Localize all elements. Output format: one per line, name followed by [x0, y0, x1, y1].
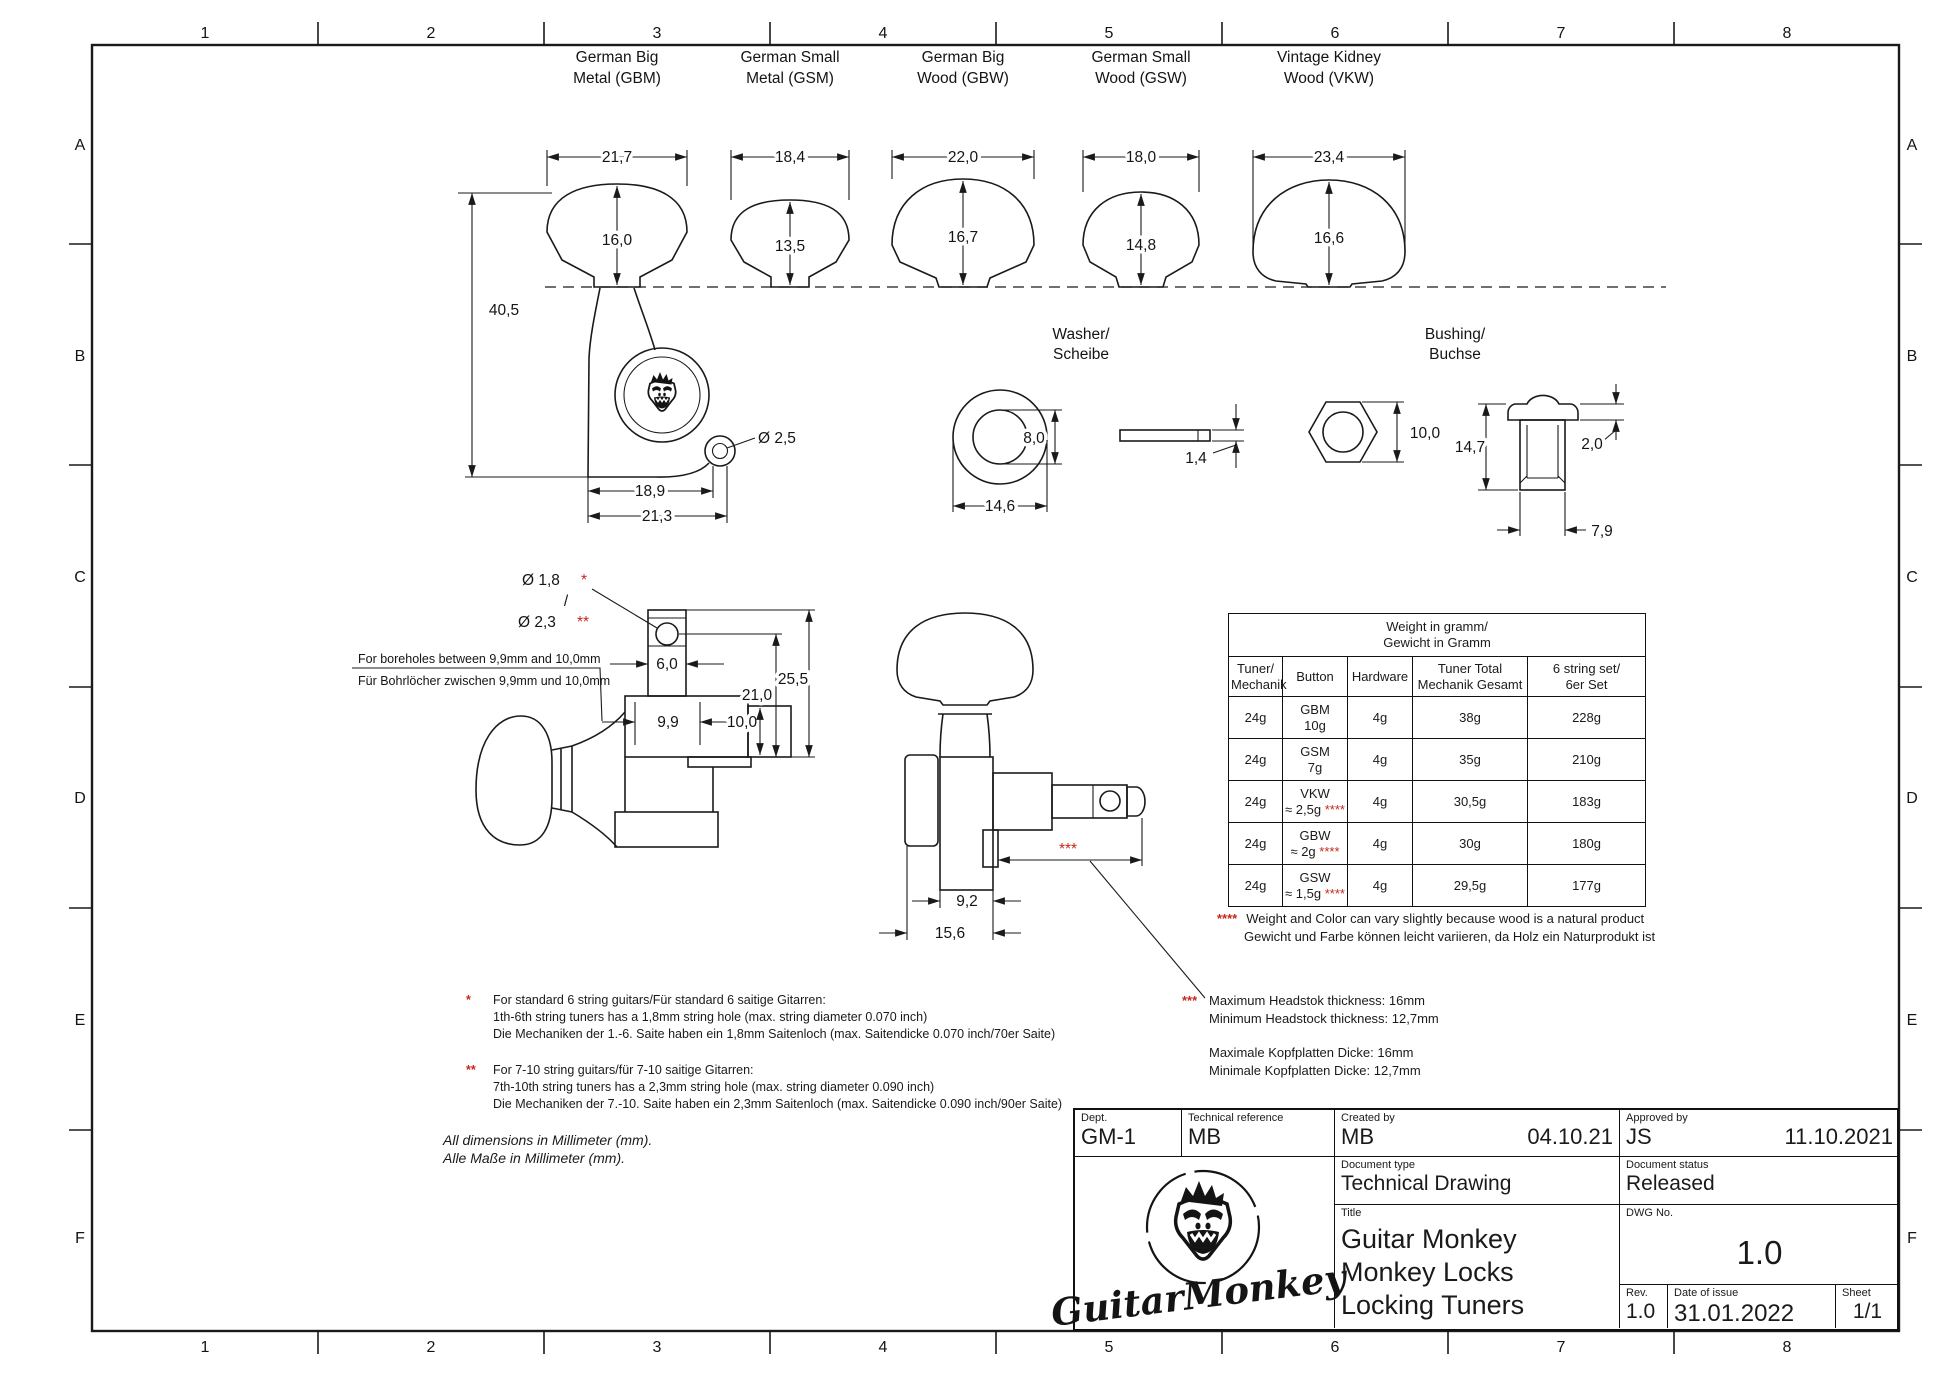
- cell-total: 29,5g: [1413, 865, 1528, 907]
- dim-vkw-height: 16,6: [1313, 230, 1345, 247]
- headstock-note-line3: Maximale Kopfplatten Dicke: 16mm: [1209, 1045, 1414, 1060]
- cell-set: 177g: [1528, 865, 1646, 907]
- ruler-col-2-top: 2: [426, 25, 436, 42]
- approved-by-cell: [1620, 1110, 1899, 1157]
- dim-gbm-width: 21,7: [601, 149, 633, 166]
- dim-bushing-body: 7,9: [1591, 523, 1613, 540]
- dim-vkw-width: 23,4: [1313, 149, 1345, 166]
- dim-bushing-across-flats: 10,0: [1409, 425, 1441, 442]
- headstock-note-mark: ***: [1182, 993, 1198, 1008]
- created-by-value: MB: [1341, 1124, 1374, 1149]
- footnote-extended-strings: [466, 1062, 1062, 1113]
- ruler-row-d-left: D: [74, 790, 86, 807]
- headstock-note-line1: Maximum Headstok thickness: 16mm: [1209, 993, 1426, 1008]
- gbm-title-line1: German Big: [575, 49, 659, 66]
- dim-detail-h2: 25,5: [777, 671, 809, 688]
- units-note-en: All dimensions in Millimeter (mm).: [443, 1132, 653, 1148]
- dim-bore-max: 10,0: [726, 714, 758, 731]
- ruler-row-c-right: C: [1906, 569, 1918, 586]
- dim-gsw-width: 18,0: [1125, 149, 1157, 166]
- doctype-label: Document type: [1341, 1159, 1415, 1171]
- dim-string-hole-1: Ø 1,8: [522, 572, 560, 589]
- ruler-col-6-top: 6: [1330, 25, 1340, 42]
- cell-tuner: 24g: [1229, 865, 1283, 907]
- dim-bushing-height: 14,7: [1454, 439, 1486, 456]
- logo-script-text: GuitarMonkey: [1048, 1255, 1349, 1335]
- dim-width-2: 21,3: [641, 508, 673, 525]
- ruler-row-a-right: A: [1906, 137, 1918, 154]
- ruler-row-c-left: C: [74, 569, 86, 586]
- dim-gsw-height: 14,8: [1125, 237, 1157, 254]
- gbw-title-line1: German Big: [921, 49, 1005, 66]
- dim-gbw-width: 22,0: [947, 149, 979, 166]
- dim-washer-thickness: 1,4: [1185, 450, 1207, 467]
- cell-tuner: 24g: [1229, 697, 1283, 739]
- dept-label: Dept.: [1081, 1112, 1108, 1124]
- approved-date: 11.10.2021: [1784, 1124, 1893, 1149]
- tuner-side-view: [879, 613, 1205, 998]
- col-header-hardware: Hardware: [1348, 657, 1413, 697]
- drawing-title: [1341, 1223, 1613, 1322]
- ruler-row-f-right: F: [1907, 1230, 1917, 1247]
- ruler-row-b-left: B: [74, 348, 86, 365]
- headstock-note-line2: Minimum Headstock thickness: 12,7mm: [1209, 1010, 1439, 1026]
- post-length-mark: ***: [1058, 841, 1078, 858]
- col-header-button: Button: [1283, 657, 1348, 697]
- logo-cell: [1075, 1157, 1335, 1328]
- status-cell: [1620, 1157, 1899, 1205]
- status-value: Released: [1626, 1172, 1715, 1195]
- borehole-note-de: Für Bohrlöcher zwischen 9,9mm und 10,0mm: [358, 674, 611, 688]
- ruler-col-5-top: 5: [1104, 25, 1114, 42]
- cell-set: 183g: [1528, 781, 1646, 823]
- ruler-col-7-top: 7: [1556, 25, 1566, 42]
- units-note: [443, 1131, 652, 1167]
- issue-date-value: 31.01.2022: [1674, 1300, 1795, 1327]
- drawing-title-line3: Locking Tuners: [1341, 1290, 1525, 1320]
- title-block: [1073, 1108, 1899, 1331]
- ruler-col-5-bottom: 5: [1104, 1339, 1114, 1356]
- ruler-row-d-right: D: [1906, 790, 1918, 807]
- footnote1-line3: Die Mechaniken der 1.-6. Saite haben ein 1,8mm Saitenloch (max. Saitendicke 0.070 inch/70er Saite): [493, 1027, 1056, 1041]
- string-hole-1-mark: *: [581, 572, 588, 589]
- wood-variance-note: [1217, 910, 1655, 945]
- title-cell: [1335, 1205, 1620, 1328]
- ruler-row-b-right: B: [1906, 348, 1918, 365]
- gsm-title-line2: Metal (GSM): [746, 70, 834, 87]
- gsw-title-line2: Wood (GSW): [1095, 70, 1187, 87]
- wood-note-line2: Gewicht und Farbe können leicht variieren, da Holz ein Naturprodukt ist: [1244, 928, 1656, 944]
- dim-width-1: 18,9: [634, 483, 666, 500]
- table-row: [1229, 865, 1646, 907]
- dim-gbm-height: 16,0: [601, 232, 633, 249]
- washer-title-line1: Washer/: [1052, 326, 1110, 343]
- headstock-note: [1182, 992, 1439, 1079]
- cell-total: 38g: [1413, 697, 1528, 739]
- string-hole-2-mark: **: [577, 614, 590, 631]
- ruler-col-7-bottom: 7: [1556, 1339, 1566, 1356]
- dim-gsm-height: 13,5: [774, 238, 806, 255]
- ruler-col-3-top: 3: [652, 25, 662, 42]
- washer-views: [953, 326, 1244, 515]
- cell-set: 180g: [1528, 823, 1646, 865]
- cell-button: GSW ≈ 1,5g ****: [1283, 865, 1348, 907]
- cell-total: 30,5g: [1413, 781, 1528, 823]
- ruler-row-e-right: E: [1906, 1012, 1918, 1029]
- cell-hardware: 4g: [1348, 739, 1413, 781]
- weight-table-title: Weight in gramm/ Gewicht in Gramm: [1229, 614, 1646, 657]
- col-header-total: Tuner Total Mechanik Gesamt: [1413, 657, 1528, 697]
- sheet-cell: [1836, 1285, 1899, 1328]
- cell-hardware: 4g: [1348, 697, 1413, 739]
- dim-washer-bore: 8,0: [1023, 430, 1045, 447]
- rev-value: 1.0: [1626, 1300, 1656, 1323]
- footnote2-line3: Die Mechaniken der 7.-10. Saite haben ein 2,3mm Saitenloch (max. Saitendicke 0.090 inch/90er Saite): [493, 1097, 1063, 1111]
- wood-note-mark: ****: [1217, 911, 1238, 926]
- dim-gsm-width: 18,4: [774, 149, 806, 166]
- rev-label: Rev.: [1626, 1287, 1648, 1299]
- techref-label: Technical reference: [1188, 1112, 1284, 1124]
- gbw-title-line2: Wood (GBW): [917, 70, 1009, 87]
- footnote1-mark: *: [466, 993, 471, 1007]
- ruler-col-4-bottom: 4: [878, 1339, 888, 1356]
- doctype-cell: [1335, 1157, 1620, 1205]
- rev-cell: [1620, 1285, 1668, 1328]
- dim-gbw-height: 16,7: [947, 229, 979, 246]
- drawing-title-line1: Guitar Monkey: [1341, 1224, 1517, 1254]
- ruler-col-4-top: 4: [878, 25, 888, 42]
- ruler-col-2-bottom: 2: [426, 1339, 436, 1356]
- footnote1-line2: 1th-6th string tuners has a 1,8mm string hole (max. string diameter 0.070 inch): [493, 1010, 928, 1024]
- ruler-col-1-top: 1: [200, 25, 210, 42]
- techref-cell: [1182, 1110, 1335, 1157]
- cell-total: 35g: [1413, 739, 1528, 781]
- title-label: Title: [1341, 1207, 1362, 1219]
- drawing-title-line2: Monkey Locks: [1341, 1257, 1514, 1287]
- ruler-row-e-left: E: [74, 1012, 86, 1029]
- button-variant-headers: [573, 49, 1381, 87]
- footnote2-line2: 7th-10th string tuners has a 2,3mm string hole (max. string diameter 0.090 inch): [493, 1080, 935, 1094]
- sheet-label: Sheet: [1842, 1287, 1871, 1299]
- gsm-title-line1: German Small: [740, 49, 840, 66]
- dwg-no-value: 1.0: [1736, 1234, 1783, 1271]
- hole-slash: /: [563, 593, 569, 610]
- dim-washer-od: 14,6: [984, 498, 1016, 515]
- cell-hardware: 4g: [1348, 865, 1413, 907]
- ruler-col-8-top: 8: [1782, 25, 1792, 42]
- techref-value: MB: [1188, 1124, 1221, 1149]
- table-row: [1229, 739, 1646, 781]
- cell-tuner: 24g: [1229, 739, 1283, 781]
- issue-date-label: Date of issue: [1674, 1287, 1739, 1299]
- sheet-value: 1/1: [1852, 1300, 1883, 1323]
- vkw-title-line1: Vintage Kidney: [1277, 49, 1381, 66]
- dwg-no-label: DWG No.: [1626, 1207, 1674, 1219]
- cell-total: 30g: [1413, 823, 1528, 865]
- cell-hardware: 4g: [1348, 781, 1413, 823]
- gorilla-logo-icon: [648, 372, 675, 411]
- ruler-col-6-bottom: 6: [1330, 1339, 1340, 1356]
- approved-by-value: JS: [1626, 1124, 1652, 1149]
- headstock-note-line4: Minimale Kopfplatten Dicke: 12,7mm: [1209, 1062, 1421, 1078]
- cell-set: 228g: [1528, 697, 1646, 739]
- ruler-row-a-left: A: [74, 137, 86, 154]
- cell-tuner: 24g: [1229, 781, 1283, 823]
- table-row: [1229, 823, 1646, 865]
- cell-tuner: 24g: [1229, 823, 1283, 865]
- ruler-col-8-bottom: 8: [1782, 1339, 1792, 1356]
- gbm-title-line2: Metal (GBM): [573, 70, 661, 87]
- dim-post-diameter: 6,0: [656, 656, 678, 673]
- created-by-cell: [1335, 1110, 1620, 1157]
- created-by-label: Created by: [1341, 1112, 1395, 1124]
- ruler-col-3-bottom: 3: [652, 1339, 662, 1356]
- dim-side-w2: 15,6: [934, 925, 966, 942]
- gsw-title-line1: German Small: [1091, 49, 1191, 66]
- footnote2-line1: For 7-10 string guitars/für 7-10 saitige Gitarren:: [493, 1063, 754, 1077]
- cell-set: 210g: [1528, 739, 1646, 781]
- table-row: [1229, 781, 1646, 823]
- issue-date-cell: [1668, 1285, 1836, 1328]
- footnote1-line1: For standard 6 string guitars/Für standard 6 saitige Gitarren:: [493, 993, 826, 1007]
- cell-button: GSM 7g: [1283, 739, 1348, 781]
- washer-title-line2: Scheibe: [1052, 346, 1110, 363]
- dim-bushing-flange: 2,0: [1581, 436, 1603, 453]
- status-label: Document status: [1626, 1159, 1709, 1171]
- footnote-standard-strings: [466, 992, 1055, 1043]
- dim-bore-min: 9,9: [657, 714, 679, 731]
- doctype-value: Technical Drawing: [1341, 1172, 1512, 1195]
- dim-overall-height: 40,5: [488, 302, 520, 319]
- dim-side-w1: 9,2: [956, 893, 978, 910]
- dim-string-hole-2: Ø 2,3: [518, 614, 556, 631]
- created-date: 04.10.21: [1527, 1124, 1613, 1149]
- table-row: [1229, 697, 1646, 739]
- ruler-col-1-bottom: 1: [200, 1339, 210, 1356]
- bushing-title-line2: Buchse: [1429, 346, 1481, 363]
- bushing-title-line1: Bushing/: [1424, 326, 1486, 343]
- dim-detail-h1: 21,0: [741, 687, 773, 704]
- cell-button: GBM 10g: [1283, 697, 1348, 739]
- ruler-row-f-left: F: [75, 1230, 85, 1247]
- dept-value: GM-1: [1081, 1124, 1136, 1149]
- vkw-title-line2: Wood (VKW): [1283, 70, 1375, 87]
- bushing-views: [1309, 326, 1624, 540]
- weight-table: [1228, 613, 1646, 907]
- footnote2-mark: **: [466, 1063, 476, 1077]
- dept-cell: [1075, 1110, 1182, 1157]
- dwg-no-cell: [1620, 1205, 1899, 1285]
- button-views: [545, 149, 1666, 287]
- dim-tab-hole: Ø 2,5: [758, 430, 796, 447]
- tuner-detail-view: [352, 572, 815, 847]
- col-header-set: 6 string set/ 6er Set: [1528, 657, 1646, 697]
- units-note-de: Alle Maße in Millimeter (mm).: [443, 1150, 626, 1166]
- col-header-tuner: Tuner/ Mechanik: [1229, 657, 1283, 697]
- approved-by-label: Approved by: [1626, 1112, 1688, 1124]
- borehole-note-en: For boreholes between 9,9mm and 10,0mm: [358, 652, 601, 666]
- wood-note-line1: Weight and Color can vary slightly because wood is a natural product: [1246, 911, 1645, 926]
- cell-button: VKW ≈ 2,5g ****: [1283, 781, 1348, 823]
- cell-hardware: 4g: [1348, 823, 1413, 865]
- cell-button: GBW ≈ 2g ****: [1283, 823, 1348, 865]
